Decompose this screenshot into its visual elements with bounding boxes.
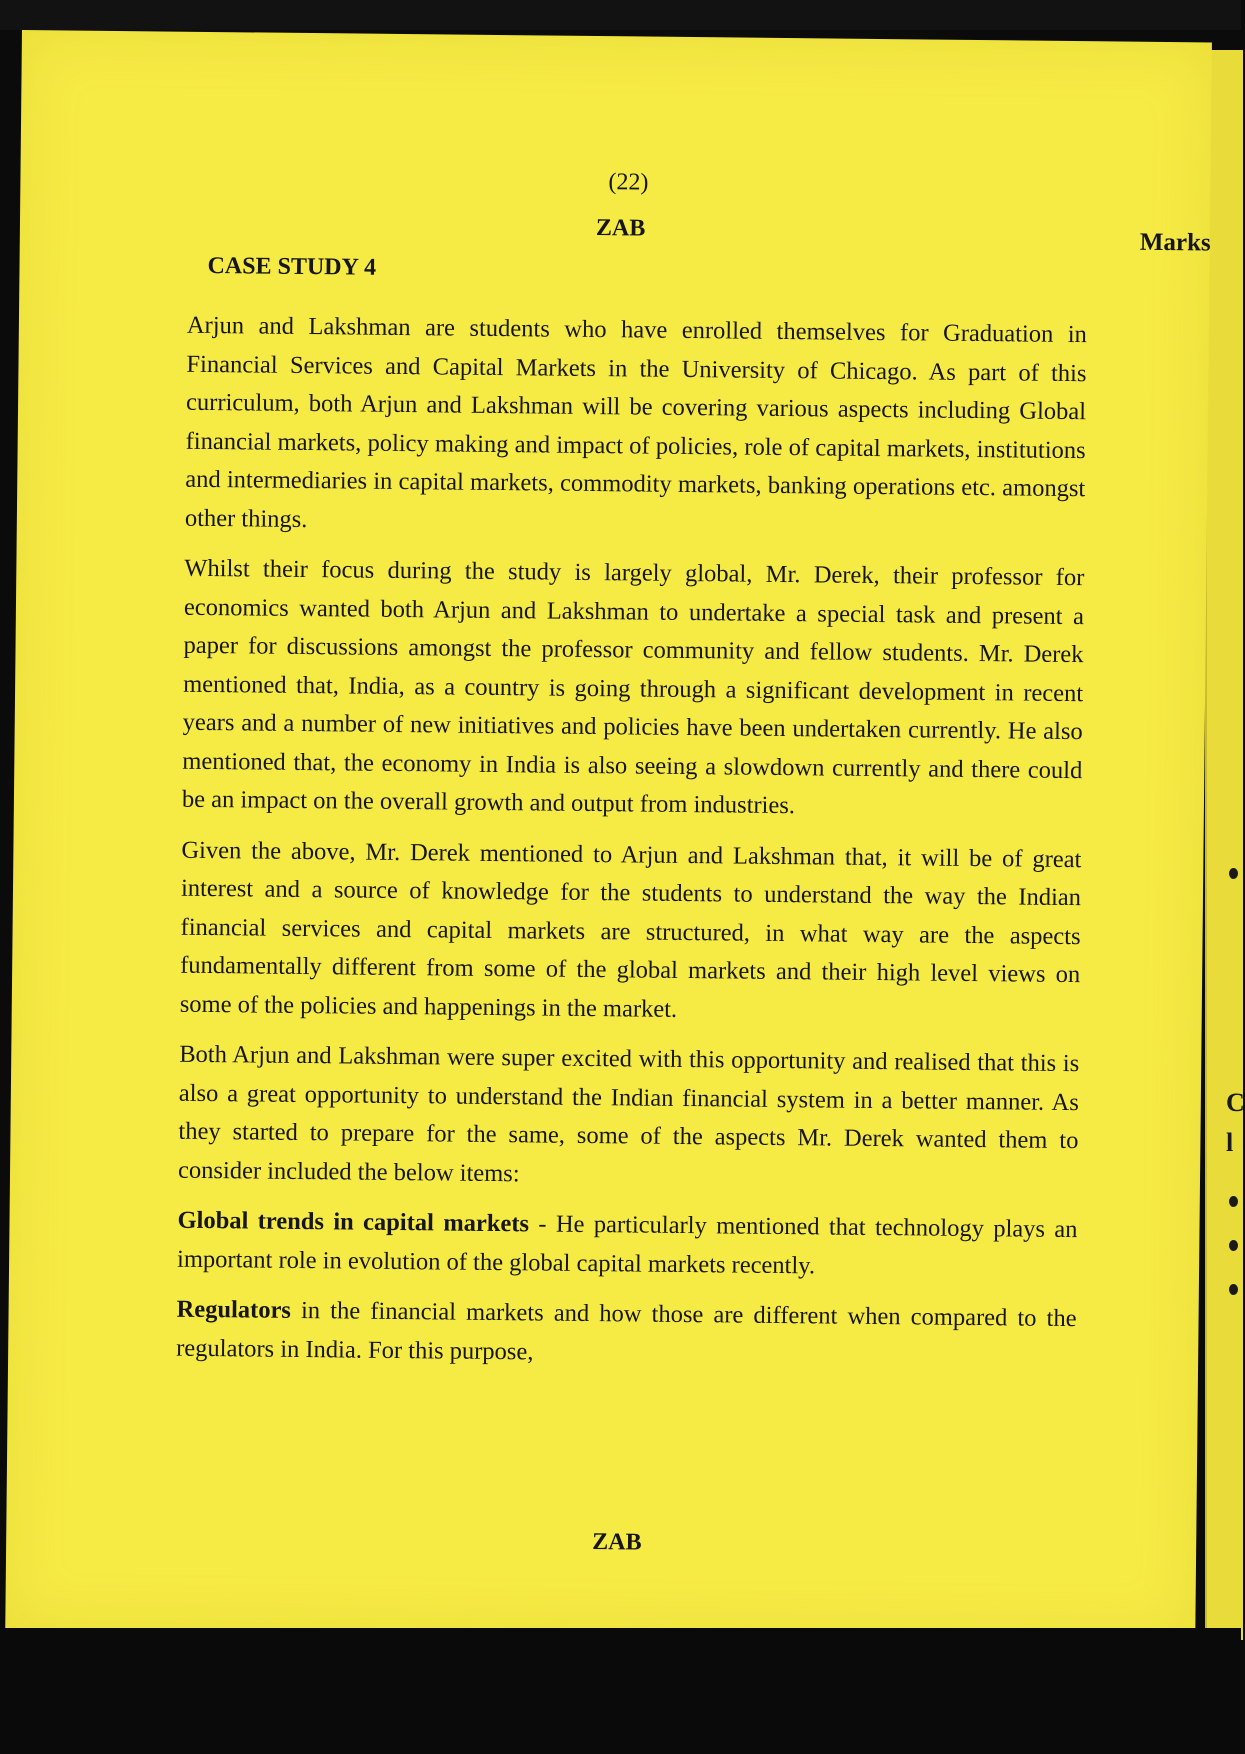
next-page-edge: [1205, 50, 1243, 1640]
paper-code-footer: ZAB: [592, 1529, 642, 1556]
edge-bullet-mark: [1229, 1196, 1238, 1207]
page-content: [176, 157, 1211, 1556]
item-heading: Regulators: [176, 1295, 292, 1324]
edge-bullet-mark: [1229, 1284, 1238, 1295]
case-study-body: [176, 307, 1087, 1389]
paragraph-interest: Given the above, Mr. Derek mentioned to Arjun and Lakshman that, it will be of great interest and a source of knowledge for the students to understand the way the Indian financial services and capital markets are structured, in what way are the aspects fundamentally different from some of the global markets and their high level views on some of the policies and happenings in the market.: [179, 836, 1082, 1023]
document-page: [5, 30, 1212, 1642]
edge-bullet-mark: [1229, 868, 1238, 879]
marks-column-label: Marks: [1139, 228, 1211, 257]
edge-bullet-mark: [1229, 1240, 1238, 1251]
scan-border-top: [0, 0, 1241, 30]
edge-letter-l: l: [1226, 1128, 1234, 1157]
edge-letter-c: C: [1226, 1088, 1245, 1117]
paragraph-preparation: Both Arjun and Lakshman were super excited with this opportunity and realised that this is also a great opportunity to understand the Indian financial system in a better manner. As they started to prepare for the same, some of the aspects Mr. Derek wanted them to consider included the below items:: [177, 1040, 1080, 1187]
item-regulators: [176, 1291, 1077, 1377]
item-heading: Global trends in capital markets: [177, 1206, 530, 1238]
paragraph-task: Whilst their focus during the study is largely global, Mr. Derek, their professor for economics wanted both Arjun and Lakshman to undertake a special task and present a paper for discussions amongst the professor community and fellow students. Mr. Derek mentioned that, India, as a country is going through a significant development in recent years and a number of new initiatives and policies have been undertaken currently. He also mentioned that, the economy in India is also seeing a slowdown currently and there could be an impact on the overall growth and output from industries.: [181, 554, 1085, 820]
item-global-trends: [177, 1202, 1078, 1288]
paragraph-intro: Arjun and Lakshman are students who have enrolled themselves for Graduation in Financial Services and Capital Markets in the University of Chicago. As part of this curriculum, both Arjun and Lakshman will be covering various aspects including Global financial markets, policy making and impact of policies, role of capital markets, institutions and intermediaries in capital markets, commodity markets, banking operations etc. amongst other things.: [184, 311, 1088, 533]
item-text: in the financial markets and how those are different when compared to the regulators in India. For this purpose,: [176, 1296, 1077, 1365]
case-study-title: CASE STUDY 4: [207, 252, 377, 281]
scan-border-bottom: [0, 1628, 1241, 1754]
item-text: - He particularly mentioned that technology plays an important role in evolution of the global capital markets recently.: [177, 1210, 1078, 1279]
paper-code-header: ZAB: [595, 215, 646, 242]
page-number: (22): [608, 169, 649, 196]
